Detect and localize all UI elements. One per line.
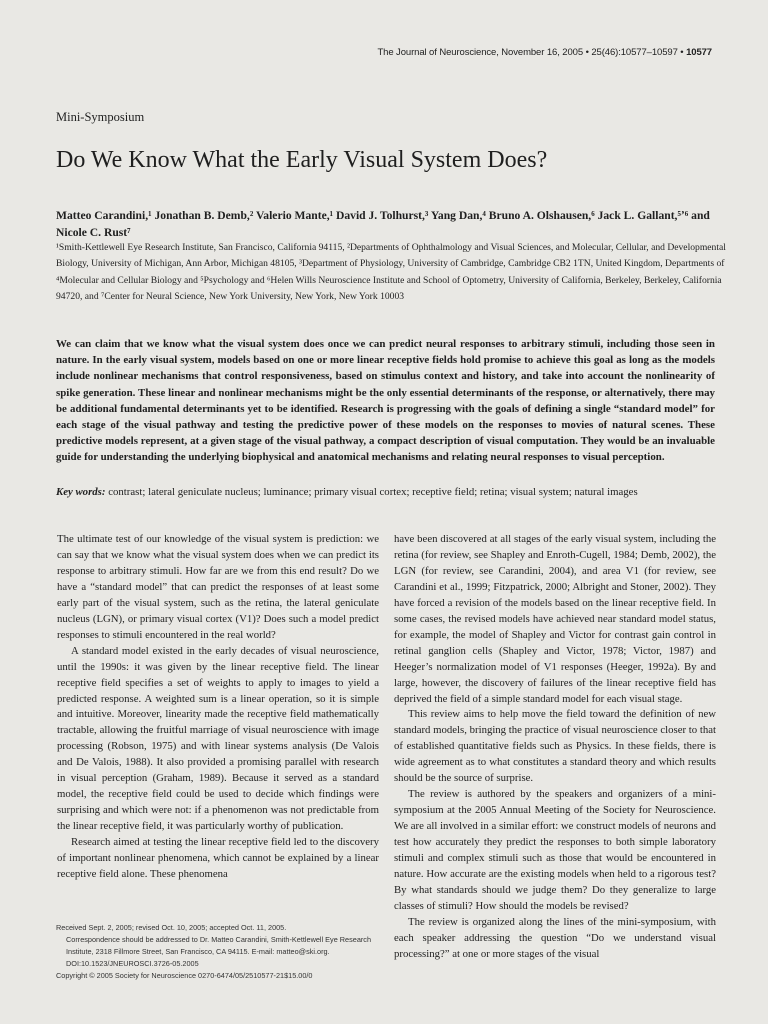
paragraph: The review is authored by the speakers and organizers of a mini-symposium at the 2005 Annual Meeting of the Society for Neuroscience. We are all involved in a similar effort: we construct models of neurons and test how accurately they predict the responses to both simple laboratory stimuli and complex stimuli such as those that would be encountered in nature. How accurate are the existing models when held to a rigorous test? By what standards should we judge them? Do they generalize to large classes of stimuli? How should the models be revised? xyxy=(394,788,716,912)
body-column-right xyxy=(394,532,716,963)
keywords xyxy=(56,486,726,498)
section-label: Mini-Symposium xyxy=(56,110,145,124)
paragraph: Research aimed at testing the linear receptive field led to the discovery of important nonlinear phenomena, which cannot be explained by a linear receptive field alone. These phenomena xyxy=(57,836,379,881)
page-number: 10577 xyxy=(686,47,712,58)
body-column-left xyxy=(57,532,379,883)
keywords-label: Key words: xyxy=(56,486,106,498)
paragraph: This review aims to help move the field toward the definition of new standard models, bringing the practice of visual neuroscience closer to that of established quantitative fields such as Physics. In these fields, there is wide agreement as to what constitutes a standard theory and which results should be the source of surprise. xyxy=(394,708,716,785)
journal-citation: The Journal of Neuroscience, November 16, 2005 • 25(46):10577–10597 • xyxy=(377,47,684,58)
paragraph: The ultimate test of our knowledge of the visual system is prediction: we can say that we know what the visual system does when we can predict its response to arbitrary stimuli. How far are we from this end result? Do we have a “standard model” that can predict the responses of at least some early part of the visual system, such as the retina, the lateral geniculate nucleus (LGN), or primary visual cortex (V1)? Does such a model predict responses to stimuli encountered in the real world? xyxy=(57,533,379,641)
doi: DOI:10.1523/JNEUROSCI.3726-05.2005 xyxy=(66,959,199,969)
received-dates: Received Sept. 2, 2005; revised Oct. 10, 2005; accepted Oct. 11, 2005. xyxy=(56,923,287,932)
keywords-text: contrast; lateral geniculate nucleus; luminance; primary visual cortex; receptive field; retina; visual system; natural images xyxy=(108,486,638,498)
running-head xyxy=(377,47,712,58)
affiliations: ¹Smith-Kettlewell Eye Research Institute, San Francisco, California 94115, ²Departments of Ophthalmology and Visual Sciences, and Molecular, Cellular, and Developmental Biology, University of Michigan, Ann Arbor, Michigan 48105, ³Department of Physiology, University of Cambridge, Cambridge CB2 1TN, United Kingdom, Departments of ⁴Molecular and Cellular Biology and ⁵Psychology and ⁶Helen Wills Neuroscience Institute and School of Optometry, University of California, Berkeley, Berkeley, California 94720, and ⁷Center for Neural Science, New York University, New York, New York 10003 xyxy=(56,242,726,302)
copyright: Copyright © 2005 Society for Neuroscience 0270-6474/05/2510577-21$15.00/0 xyxy=(56,971,313,981)
paragraph: A standard model existed in the early decades of visual neuroscience, until the 1990s: it was given by the linear receptive field. The linear receptive field specifies a set of weights to apply to images to yield a predicted response. A weighted sum is a linear operation, so it is simple and intuitive. Moreover, linearity made the receptive field mathematically tractable, allowing the fruitful marriage of visual neuroscience with image processing (Robson, 1975) and with linear systems analysis (De Valois and De Valois, 1988). It also provided a promising parallel with research in visual perception (Graham, 1989). Because it served as a standard model, the receptive field could be used to decide which findings were surprising and which were not: if a phenomenon was not predictable from the linear receptive field, it was particularly worthy of publication. xyxy=(57,644,379,833)
paragraph: The review is organized along the lines of the mini-symposium, with each speaker addressing the question “Do we understand visual processing?” at one or more stages of the visual xyxy=(394,915,716,960)
abstract: We can claim that we know what the visual system does once we can predict neural responses to arbitrary stimuli, including those seen in nature. In the early visual system, models based on one or more linear receptive fields hold promise to achieve this goal as long as the models include nonlinear mechanisms that control responsiveness, based on stimulus context and history, and take into account the nonlinearity of spike generation. These linear and nonlinear mechanisms might be the only essential determinants of the response, or alternatively, there may be additional fundamental determinants yet to be identified. Research is progressing with the goals of defining a single “standard model” for each stage of the visual pathway and testing the predictive power of these models on the responses to movies of natural scenes. These predictive models represent, at a given stage of the visual pathway, a compact description of visual computation. They would be an invaluable guide for understanding the underlying biophysical and anatomical mechanisms and relating neural responses to visual perception. xyxy=(56,338,715,464)
author-list: Matteo Carandini,¹ Jonathan B. Demb,² Valerio Mante,¹ David J. Tolhurst,³ Yang Dan,⁴ Bruno A. Olshausen,⁶ Jack L. Gallant,⁵ʼ⁶ and Nicole C. Rust⁷ xyxy=(56,209,710,239)
paragraph: have been discovered at all stages of the early visual system, including the retina (for review, see Shapley and Enroth-Cugell, 1984; Demb, 2002), the LGN (for review, see Carandini, 2004), and area V1 (for review, see Carandini et al., 1999; Fitzpatrick, 2000; Albright and Stoner, 2002). They have forced a revision of the models based on the linear receptive field. In some cases, the revised models have achieved near standard model status, for example, the model of Shapley and Victor for contrast gain control in retinal ganglion cells (Shapley and Victor, 1978; Victor, 1987) and Heeger’s normalization model of V1 responses (Heeger, 1992a). By and large, however, the discovery of failures of the linear receptive field has deprived the field of a simple standard model for each visual stage. xyxy=(394,533,716,705)
footnotes xyxy=(56,922,386,982)
paper-title: Do We Know What the Early Visual System Does? xyxy=(56,147,548,173)
correspondence-note: Correspondence should be addressed to Dr. Matteo Carandini, Smith-Kettlewell Eye Research Institute, 2318 Fillmore Street, San Francisco, CA 94115. E-mail: matteo@ski.org. xyxy=(66,935,372,957)
